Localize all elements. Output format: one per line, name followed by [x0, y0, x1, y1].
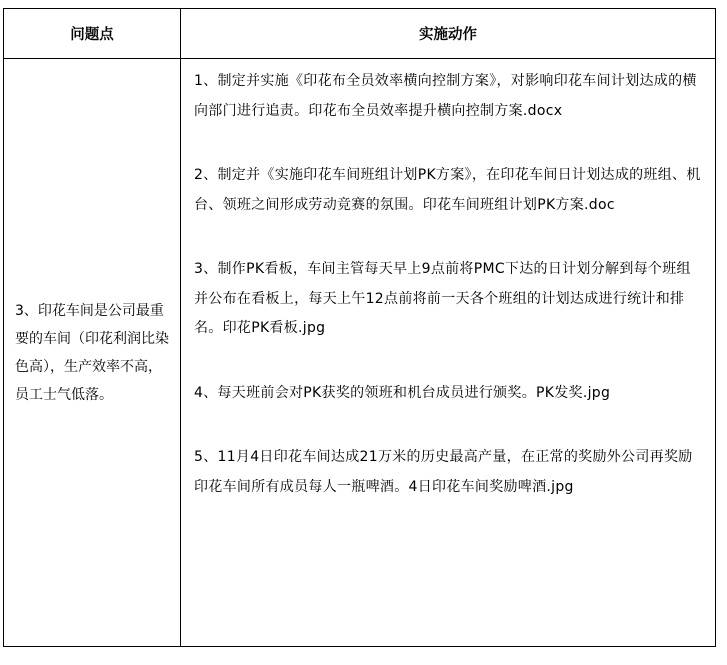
- action-item-4: 4、每天班前会对PK获奖的领班和机台成员进行颁奖。PK发奖.jpg: [194, 384, 611, 401]
- action-item-1: 1、制定并实施《印花布全员效率横向控制方案》，对影响印花车间计划达成的横向部门进行追责。印花布全员效率提升横向控制方案.docx: [194, 73, 697, 119]
- actions-cell: [181, 59, 716, 647]
- table-row: [4, 59, 716, 647]
- action-plan-table: [3, 8, 716, 647]
- action-item-5: 5、11月4日印花车间达成21万米的历史最高产量，在正常的奖励外公司再奖励印花车间所有成员每人一瓶啤酒。4日印花车间奖励啤酒.jpg: [194, 449, 693, 495]
- issue-cell: 3、印花车间是公司最重要的车间（印花利润比染色高），生产效率不高，员工士气低落。: [4, 59, 181, 647]
- table-header-row: [4, 9, 716, 59]
- header-issue: 问题点: [4, 9, 181, 59]
- action-item-3: 3、制作PK看板，车间主管每天早上9点前将PMC下达的日计划分解到每个班组并公布在看板上，每天上午12点前将前一天各个班组的计划达成进行统计和排名。印花PK看板.jpg: [194, 261, 691, 336]
- header-action: 实施动作: [181, 9, 716, 59]
- action-item-2: 2、制定并《实施印花车间班组计划PK方案》，在印花车间日计划达成的班组、机台、领班之间形成劳动竞赛的氛围。印花车间班组计划PK方案.doc: [194, 167, 701, 213]
